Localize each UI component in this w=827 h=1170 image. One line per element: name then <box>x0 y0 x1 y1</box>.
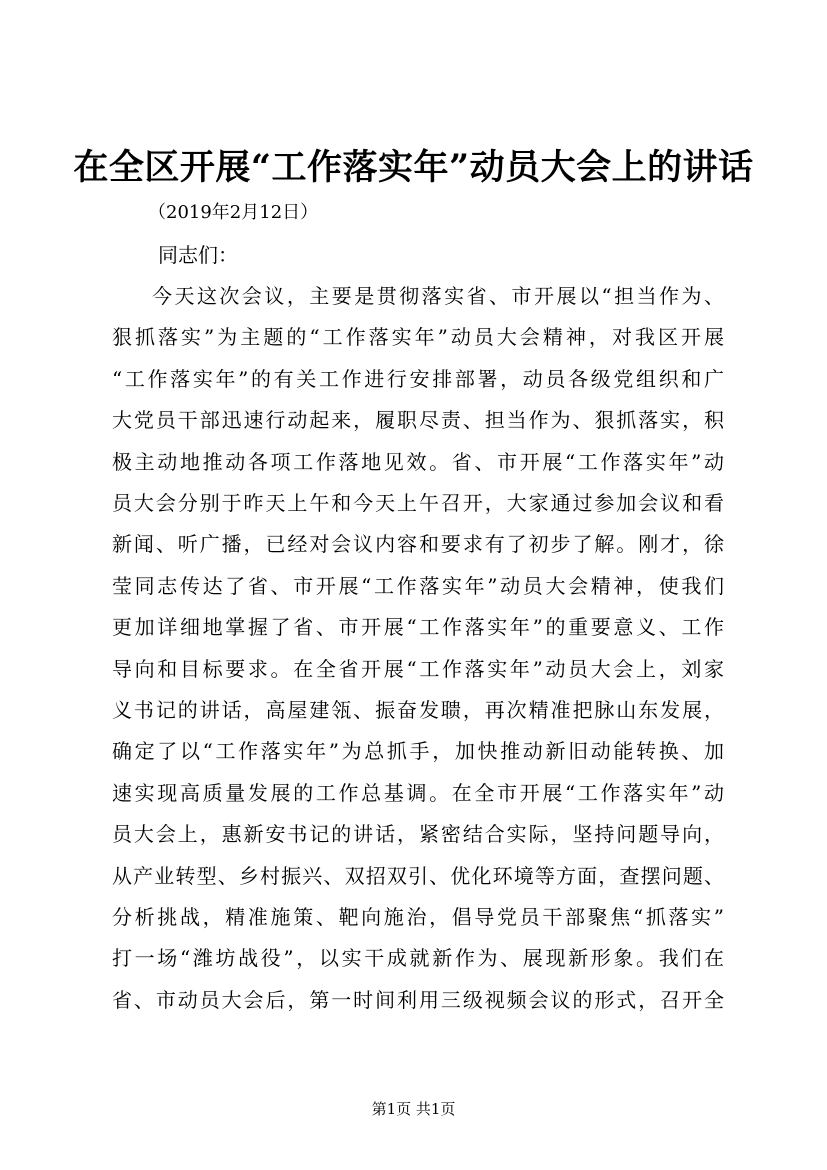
body-line: 省、市动员大会后，第一时间利用三级视频会议的形式，召开全 <box>112 987 724 1012</box>
body-line: “工作落实年”的有关工作进行安排部署，动员各级党组织和广 <box>112 366 724 391</box>
body-line: 从产业转型、乡村振兴、双招双引、优化环境等方面，查摆问题、 <box>112 863 724 888</box>
body-line: 分析挑战，精准施策、靶向施治，倡导党员干部聚焦“抓落实” <box>112 905 724 929</box>
body-line: 员大会上，惠新安书记的讲话，紧密结合实际，坚持问题导向， <box>112 822 724 847</box>
body-line: 极主动地推动各项工作落地见效。省、市开展“工作落实年”动 <box>112 449 724 474</box>
body-line: 速实现高质量发展的工作总基调。在全市开展“工作落实年”动 <box>112 780 724 805</box>
body-line: 确定了以“工作落实年”为总抓手，加快推动新旧动能转换、加 <box>112 739 724 764</box>
greeting: 同志们： <box>158 243 238 267</box>
body-line: 今天这次会议，主要是贯彻落实省、市开展以“担当作为、 <box>152 284 724 308</box>
body-line: 更加详细地掌握了省、市开展“工作落实年”的重要意义、工作 <box>112 615 724 640</box>
body-line: 狠抓落实”为主题的“工作落实年”动员大会精神，对我区开展 <box>112 325 724 350</box>
document-date: （2019年2月12日） <box>148 202 319 223</box>
body-line: 大党员干部迅速行动起来，履职尽责、担当作为、狠抓落实，积 <box>112 408 724 433</box>
page-footer: 第1页 共1页 <box>371 1100 456 1118</box>
body-line: 莹同志传达了省、市开展“工作落实年”动员大会精神，使我们 <box>112 573 724 598</box>
body-line: 新闻、听广播，已经对会议内容和要求有了初步了解。刚才，徐 <box>112 532 724 557</box>
body-line: 导向和目标要求。在全省开展“工作落实年”动员大会上，刘家 <box>112 656 724 681</box>
document-title: 在全区开展“工作落实年”动员大会上的讲话 <box>73 147 754 188</box>
body-line: 义书记的讲话，高屋建瓴、振奋发聩，再次精准把脉山东发展， <box>112 698 724 722</box>
body-line: 打一场“潍坊战役”，以实干成就新作为、展现新形象。我们在 <box>112 946 724 971</box>
body-line: 员大会分别于昨天上午和今天上午召开，大家通过参加会议和看 <box>112 491 724 515</box>
